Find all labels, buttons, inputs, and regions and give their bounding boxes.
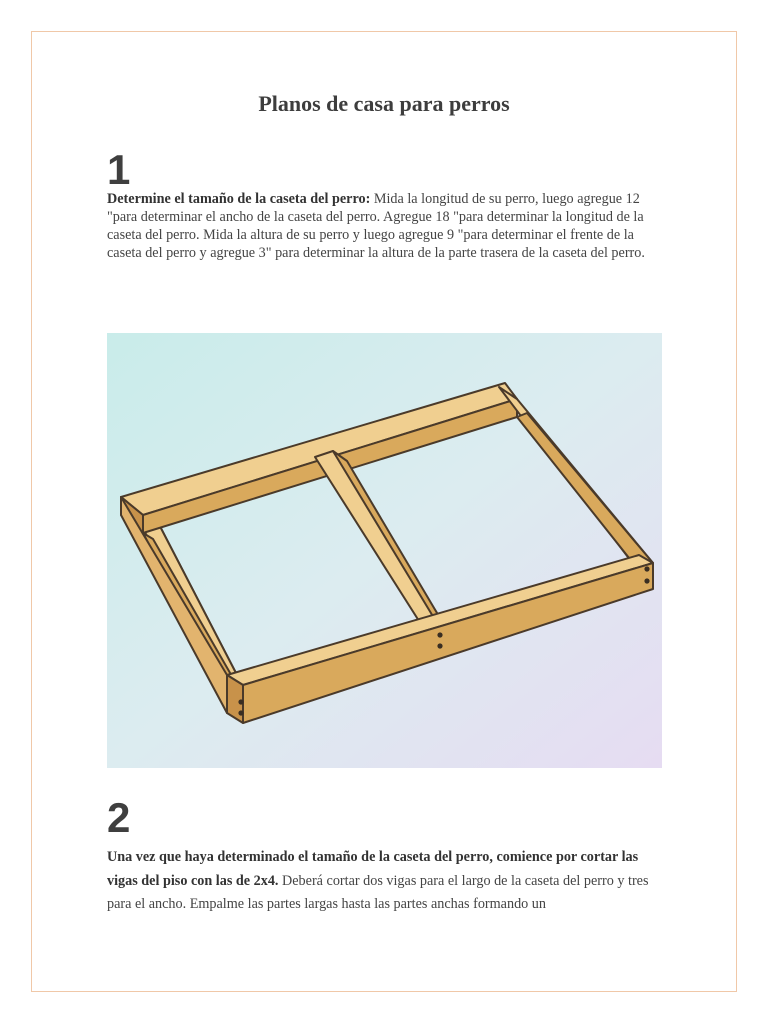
step-1-paragraph [107,190,663,262]
step-2-number: 2 [107,794,131,841]
floor-frame-illustration [107,333,662,768]
step-2-body: Deberá cortar dos vigas para el largo de la caseta del perro y tres para el ancho. Empalme las partes largas hasta las partes anchas formando un [107,872,649,912]
step-2-paragraph [107,846,663,917]
step-1-lead: Determine el tamaño de la caseta del perro: [107,191,371,207]
step-1-body: Mida la longitud de su perro, luego agregue 12 "para determinar el ancho de la caseta del perro. Agregue 18 "para determinar la longitud de la caseta del perro. Mida la altura de su perro y luego agregue 9 "para determinar el frente de la caseta del perro y agregue 3" para determinar la altura de la parte trasera de la caseta del perro. [107,191,645,261]
document-title: Planos de casa para perros [258,91,510,116]
step-1-number: 1 [107,146,131,193]
floor-frame-figure [107,333,662,768]
step-2-lead: Una vez que haya determinado el tamaño de la caseta del perro, comience por cortar las vigas del piso con las de 2x4. [107,849,639,889]
